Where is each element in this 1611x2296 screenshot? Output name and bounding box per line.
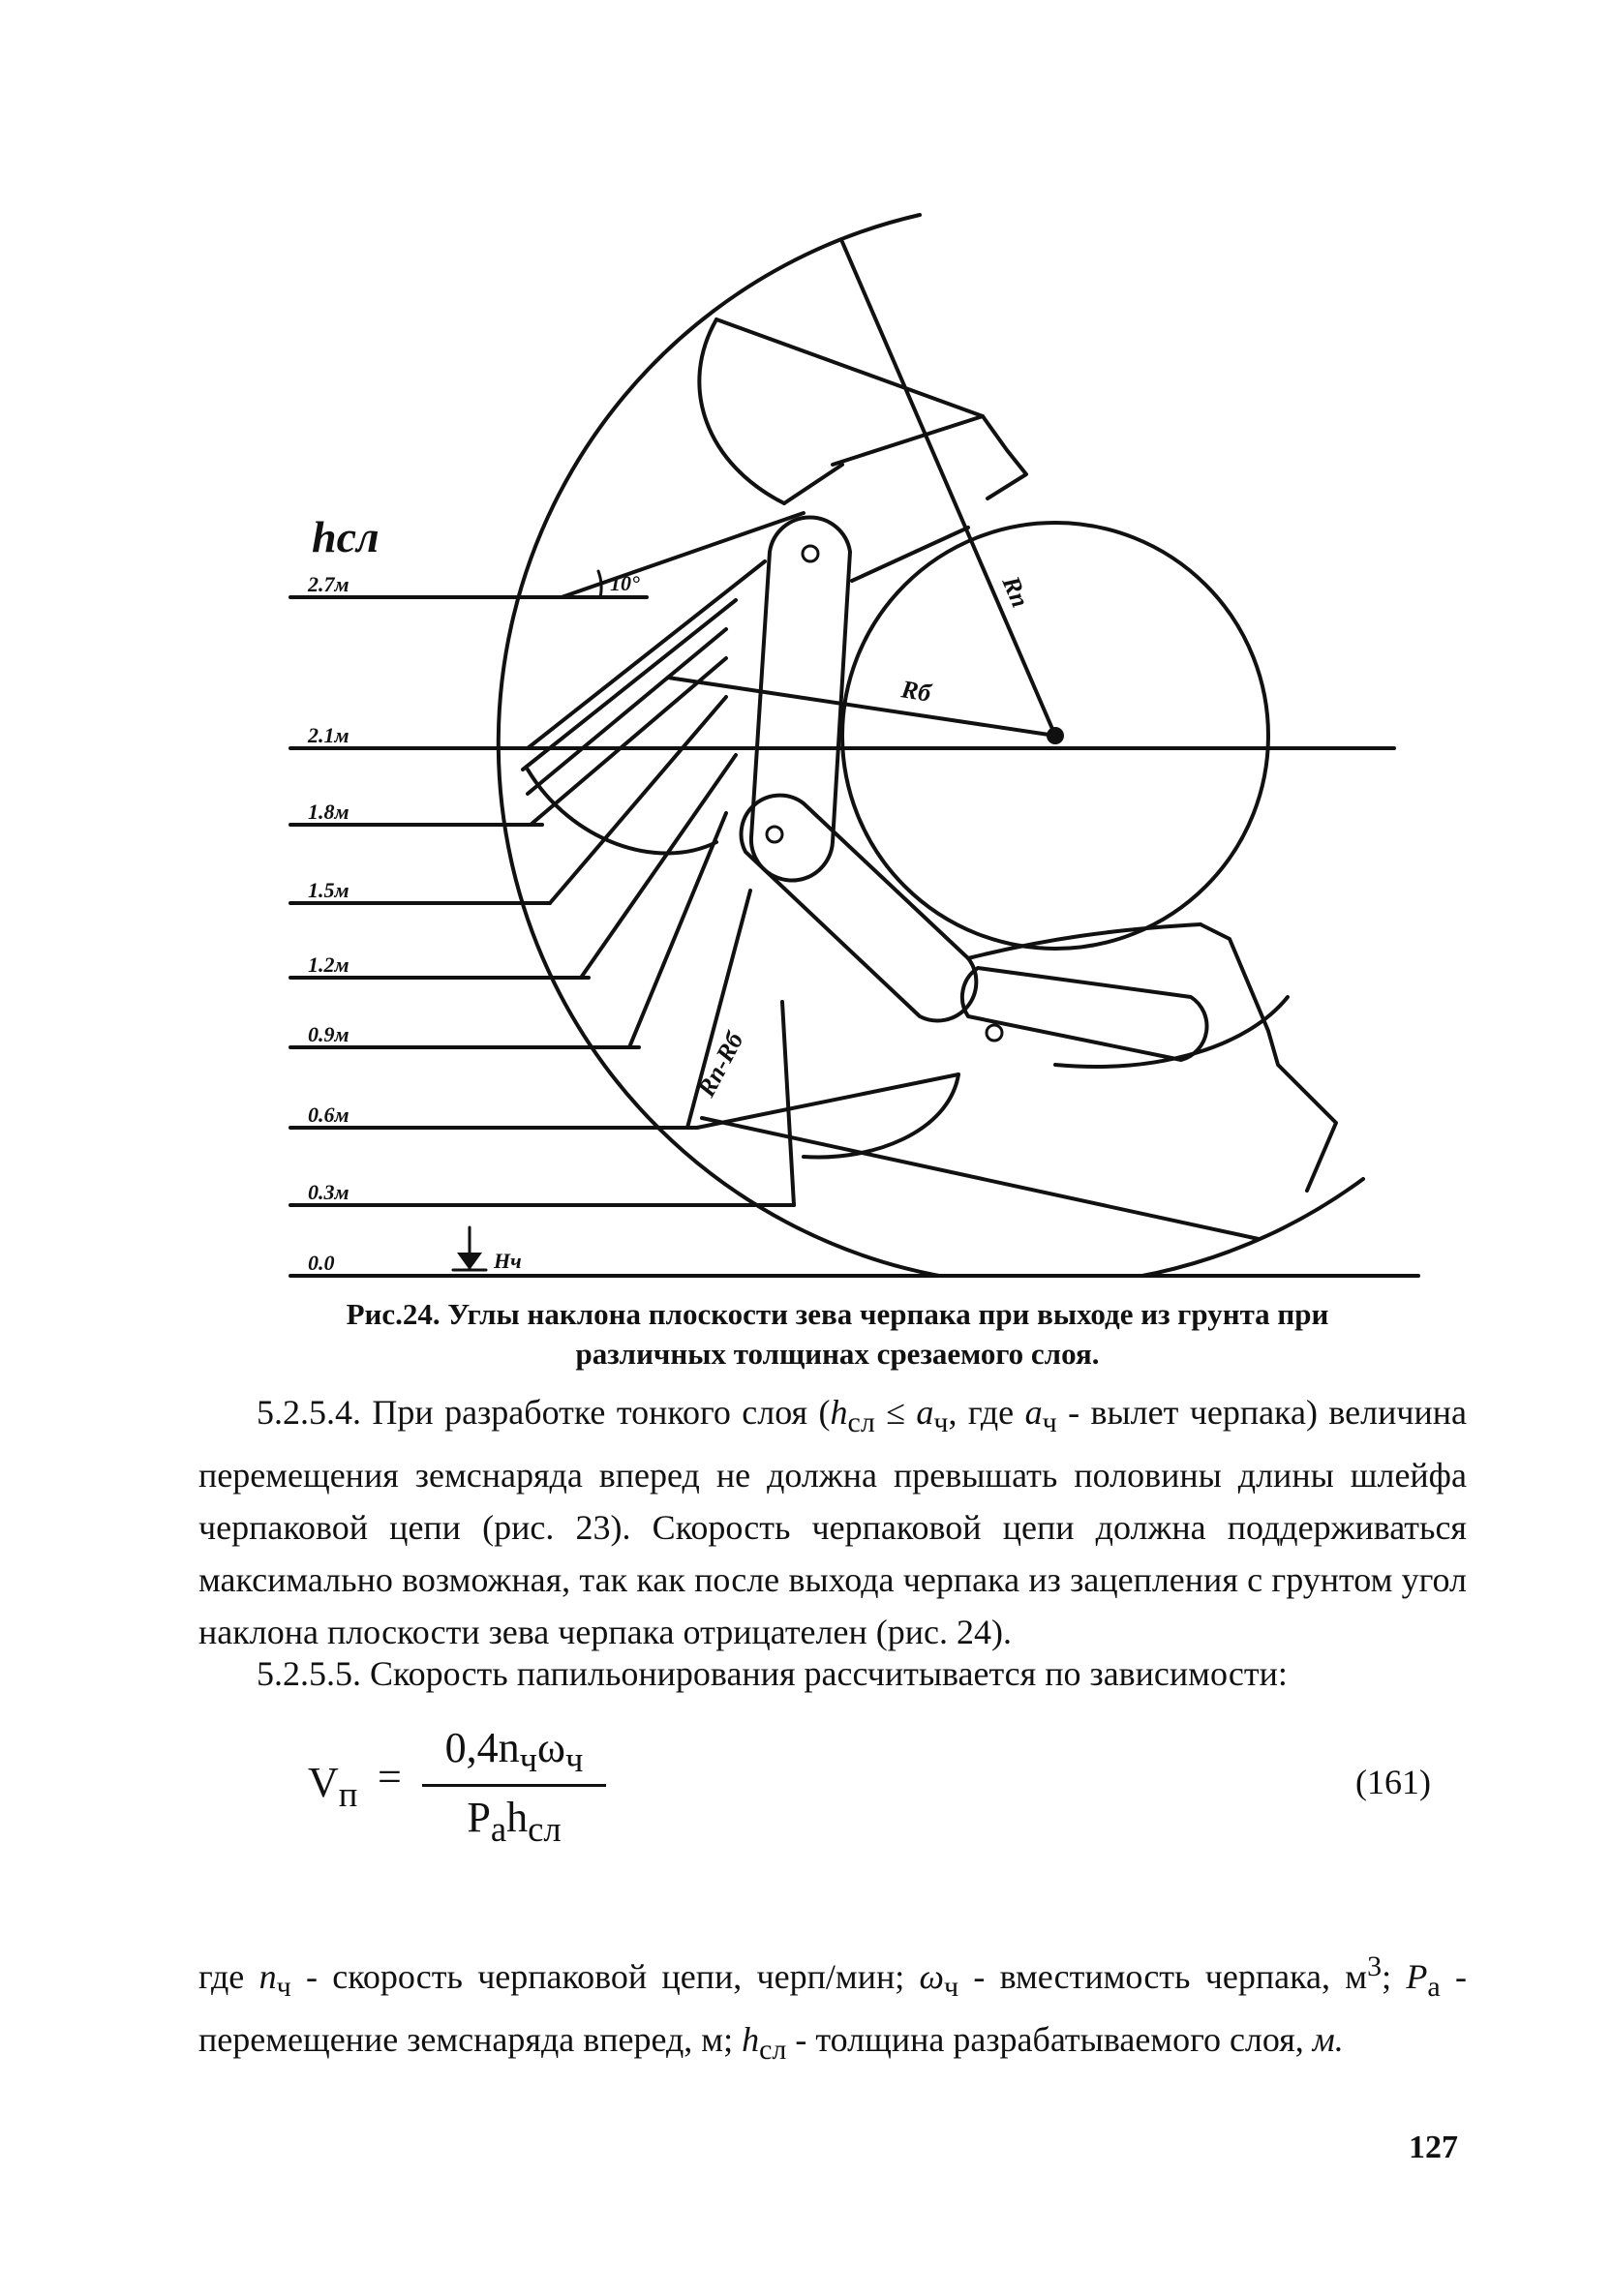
axis-title: hсл — [312, 512, 380, 561]
level-label: 2.7м — [308, 572, 350, 596]
level-label: 0.6м — [308, 1103, 350, 1127]
radius-diff-label: Rп-Rб — [691, 1027, 749, 1102]
page-number: 127 — [1409, 2130, 1458, 2165]
slope-lines — [523, 513, 1259, 1239]
depth-arrow-icon — [453, 1227, 486, 1270]
bottom-label: Hч — [494, 1249, 522, 1273]
paragraph-5-2-5-5: 5.2.5.5. Скорость папильонирования рассчитывается по зависимости: — [257, 1654, 1288, 1693]
formula-161: $V_п$ = $0,4n_ч\omega_ч$ $P_аh_{сл}$ (161) — [308, 1724, 1431, 1849]
caption-line: Рис.24. Углы наклона плоскости зева черпака при выходе из грунта при — [346, 1297, 1329, 1331]
figure-caption — [223, 1294, 1452, 1374]
level-label: 1.8м — [308, 800, 350, 824]
radius-big-label: Rп — [996, 572, 1035, 612]
level-label: 2.1м — [308, 723, 350, 747]
upper-bucket — [699, 319, 1026, 581]
level-lines — [290, 597, 1418, 1276]
middle-link — [742, 796, 977, 1021]
lower-bucket-arc — [528, 770, 716, 853]
paragraph-5-2-5-4: 5.2.5.4. При разработке тонкого слоя ($h_{сл} \le a_ч$, где $a_ч$ - вылет черпака) величина перемещения земснаряда вперед не должна превышать половины длины шлейфа черпаковой цепи (рис. 23). Скорость черпаковой цепи должна поддерживаться максимально возможная, так как после выхода черпака из зацепления с грунтом угол наклона плоскости зева черпака отрицателен (рис. 24). — [198, 1393, 1467, 1652]
formula-number: (161) — [1355, 1763, 1431, 1801]
level-label: 0.9м — [308, 1022, 350, 1046]
radius-big — [842, 242, 1055, 736]
level-labels — [307, 512, 522, 1275]
formula-numerator: $0,4n_ч\omega_ч$ — [422, 1723, 606, 1787]
level-label: 1.2м — [308, 952, 350, 977]
radius-small — [668, 678, 1055, 736]
angle-label: 10° — [610, 571, 640, 595]
lower-right-bucket — [804, 924, 1336, 1191]
caption-line: различных толщинах срезаемого слоя. — [575, 1337, 1100, 1371]
formula-denominator: $P_аh_{сл}$ — [467, 1793, 562, 1849]
level-label: 0.0 — [308, 1251, 335, 1275]
formula-legend: где $n_ч$ - скорость черпаковой цепи, черп/мин; $\omega_ч$ - вместимость черпака, $м^3$; $P_а$ - перемещение земснаряда вперед, м; $h_{сл}$ - толщина разрабатываемого слоя, м. — [198, 1950, 1467, 2067]
radius-small-label: Rб — [899, 675, 933, 708]
level-label: 1.5м — [308, 878, 350, 902]
level-label: 0.3м — [308, 1180, 350, 1204]
